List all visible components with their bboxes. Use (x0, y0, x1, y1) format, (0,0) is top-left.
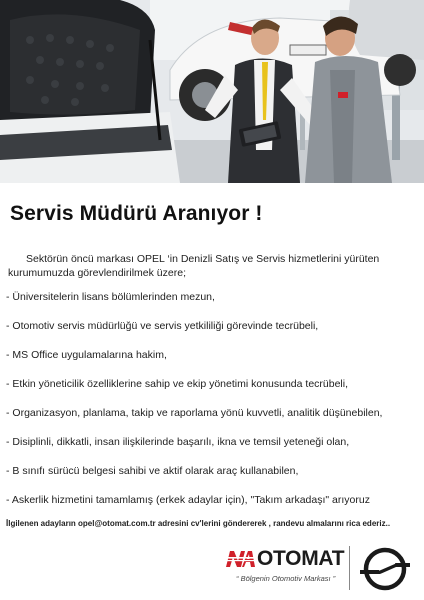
service-workshop-photo-icon (0, 0, 424, 183)
otomat-logo-icon (224, 549, 256, 569)
list-item: - Organizasyon, planlama, takip ve raporlama yönü kuvvetli, analitik düşünebilen, (6, 407, 383, 419)
list-item: - Disiplinli, dikkatli, insan ilişkilerinde başarılı, ikna ve temsil yeteneği olan, (6, 436, 350, 448)
opel-logo-icon (357, 545, 413, 593)
intro-paragraph: Sektörün öncü markası OPEL ‘in Denizli Satış ve Servis hizmetlerini yürüten kurumumuzda görevlendirilmek üzere; (8, 253, 380, 279)
otomat-brand (224, 548, 346, 588)
brand-slogan: “ Bölgenin Otomotiv Markası ” (236, 574, 336, 583)
list-item: - Otomotiv servis müdürlüğü ve servis yetkililiği görevinde tecrübeli, (6, 320, 319, 332)
hero-photo (0, 0, 424, 183)
list-item: - Üniversitelerin lisans bölümlerinden mezun, (6, 291, 215, 303)
list-item: - Etkin yöneticilik özelliklerine sahip ve ekip yönetimi konusunda tecrübeli, (6, 378, 349, 390)
otomat-logo (224, 548, 344, 570)
requirements-list (6, 290, 420, 522)
page-title: Servis Müdürü Aranıyor ! (10, 202, 263, 225)
logo-divider (349, 546, 350, 590)
list-item: - B sınıfı sürücü belgesi sahibi ve aktif olarak araç kullanabilen, (6, 465, 299, 477)
contact-note: İlgilenen adayların opel@otomat.com.tr adresini cv'lerini göndererek , randevu almalarını rica ederiz.. (6, 519, 391, 528)
list-item: - MS Office uygulamalarına hakim, (6, 349, 167, 361)
brand-name: OTOMAT (257, 547, 345, 570)
list-item: - Askerlik hizmetini tamamlamış (erkek adaylar için), "Takım arkadaşı" arıyoruz (6, 494, 370, 506)
